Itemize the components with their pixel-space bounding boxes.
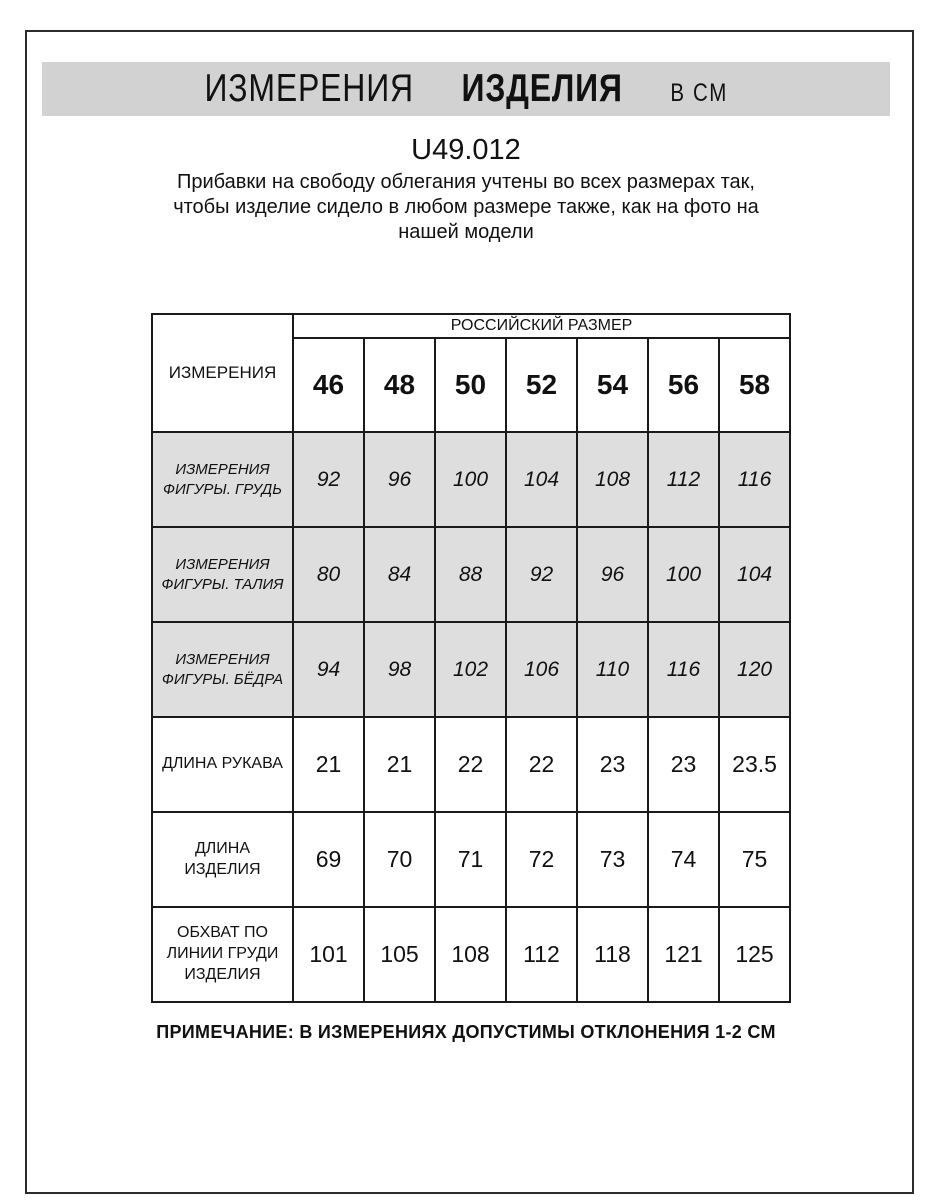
product-code: U49.012	[411, 134, 521, 166]
row-label: ИЗМЕРЕНИЯ ФИГУРЫ. ГРУДЬ	[152, 432, 293, 527]
value-cell: 112	[506, 907, 577, 1002]
table-row	[152, 622, 790, 717]
table-row	[152, 527, 790, 622]
value-cell: 100	[435, 432, 506, 527]
row-label: ИЗМЕРЕНИЯ ФИГУРЫ. БЁДРА	[152, 622, 293, 717]
size-header-cell: 54	[577, 338, 648, 432]
size-header-cell: 46	[293, 338, 364, 432]
row-label: ИЗМЕРЕНИЯ ФИГУРЫ. ТАЛИЯ	[152, 527, 293, 622]
value-cell: 96	[364, 432, 435, 527]
page-header-bar	[42, 62, 890, 116]
value-cell: 75	[719, 812, 790, 907]
value-cell: 121	[648, 907, 719, 1002]
value-cell: 102	[435, 622, 506, 717]
value-cell: 21	[293, 717, 364, 812]
value-cell: 21	[364, 717, 435, 812]
value-cell: 80	[293, 527, 364, 622]
value-cell: 70	[364, 812, 435, 907]
value-cell: 23.5	[719, 717, 790, 812]
table-row	[152, 812, 790, 907]
fit-description	[42, 170, 890, 245]
fit-description-line-1: Прибавки на свободу облегания учтены во всех размерах так,	[177, 171, 755, 193]
title-unit-cm: В СМ	[670, 79, 728, 107]
table-row	[152, 907, 790, 1002]
value-cell: 108	[577, 432, 648, 527]
value-cell: 23	[648, 717, 719, 812]
page-title	[204, 67, 727, 111]
value-cell: 71	[435, 812, 506, 907]
value-cell: 106	[506, 622, 577, 717]
value-cell: 120	[719, 622, 790, 717]
table-row	[152, 432, 790, 527]
value-cell: 94	[293, 622, 364, 717]
value-cell: 118	[577, 907, 648, 1002]
value-cell: 92	[506, 527, 577, 622]
value-cell: 73	[577, 812, 648, 907]
value-cell: 88	[435, 527, 506, 622]
fit-description-line-2: чтобы изделие сидело в любом размере также, как на фото на	[173, 196, 759, 218]
size-group-row	[152, 314, 790, 338]
title-garment: ИЗДЕЛИЯ	[461, 67, 623, 110]
value-cell: 22	[435, 717, 506, 812]
row-label: ДЛИНА РУКАВА	[152, 717, 293, 812]
size-header-cell: 58	[719, 338, 790, 432]
value-cell: 23	[577, 717, 648, 812]
value-cell: 100	[648, 527, 719, 622]
value-cell: 84	[364, 527, 435, 622]
size-header-cell: 48	[364, 338, 435, 432]
value-cell: 112	[648, 432, 719, 527]
table-row	[152, 717, 790, 812]
value-cell: 96	[577, 527, 648, 622]
size-header-cell: 52	[506, 338, 577, 432]
value-cell: 108	[435, 907, 506, 1002]
value-cell: 72	[506, 812, 577, 907]
value-cell: 92	[293, 432, 364, 527]
value-cell: 125	[719, 907, 790, 1002]
value-cell: 74	[648, 812, 719, 907]
size-header-cell: 56	[648, 338, 719, 432]
value-cell: 105	[364, 907, 435, 1002]
fit-description-line-3: нашей модели	[398, 221, 534, 243]
value-cell: 69	[293, 812, 364, 907]
row-label: ДЛИНА ИЗДЕЛИЯ	[152, 812, 293, 907]
value-cell: 116	[648, 622, 719, 717]
measurements-column-header: ИЗМЕРЕНИЯ	[152, 314, 293, 432]
row-label: ОБХВАТ ПО ЛИНИИ ГРУДИ ИЗДЕЛИЯ	[152, 907, 293, 1002]
title-measurements: ИЗМЕРЕНИЯ	[204, 67, 414, 110]
tolerance-note: ПРИМЕЧАНИЕ: В ИЗМЕРЕНИЯХ ДОПУСТИМЫ ОТКЛОНЕНИЯ 1-2 СМ	[156, 1022, 776, 1042]
value-cell: 104	[506, 432, 577, 527]
value-cell: 101	[293, 907, 364, 1002]
value-cell: 116	[719, 432, 790, 527]
value-cell: 104	[719, 527, 790, 622]
russian-size-header: РОССИЙСКИЙ РАЗМЕР	[293, 314, 790, 338]
value-cell: 98	[364, 622, 435, 717]
size-table	[151, 313, 791, 1003]
value-cell: 22	[506, 717, 577, 812]
size-header-cell: 50	[435, 338, 506, 432]
value-cell: 110	[577, 622, 648, 717]
